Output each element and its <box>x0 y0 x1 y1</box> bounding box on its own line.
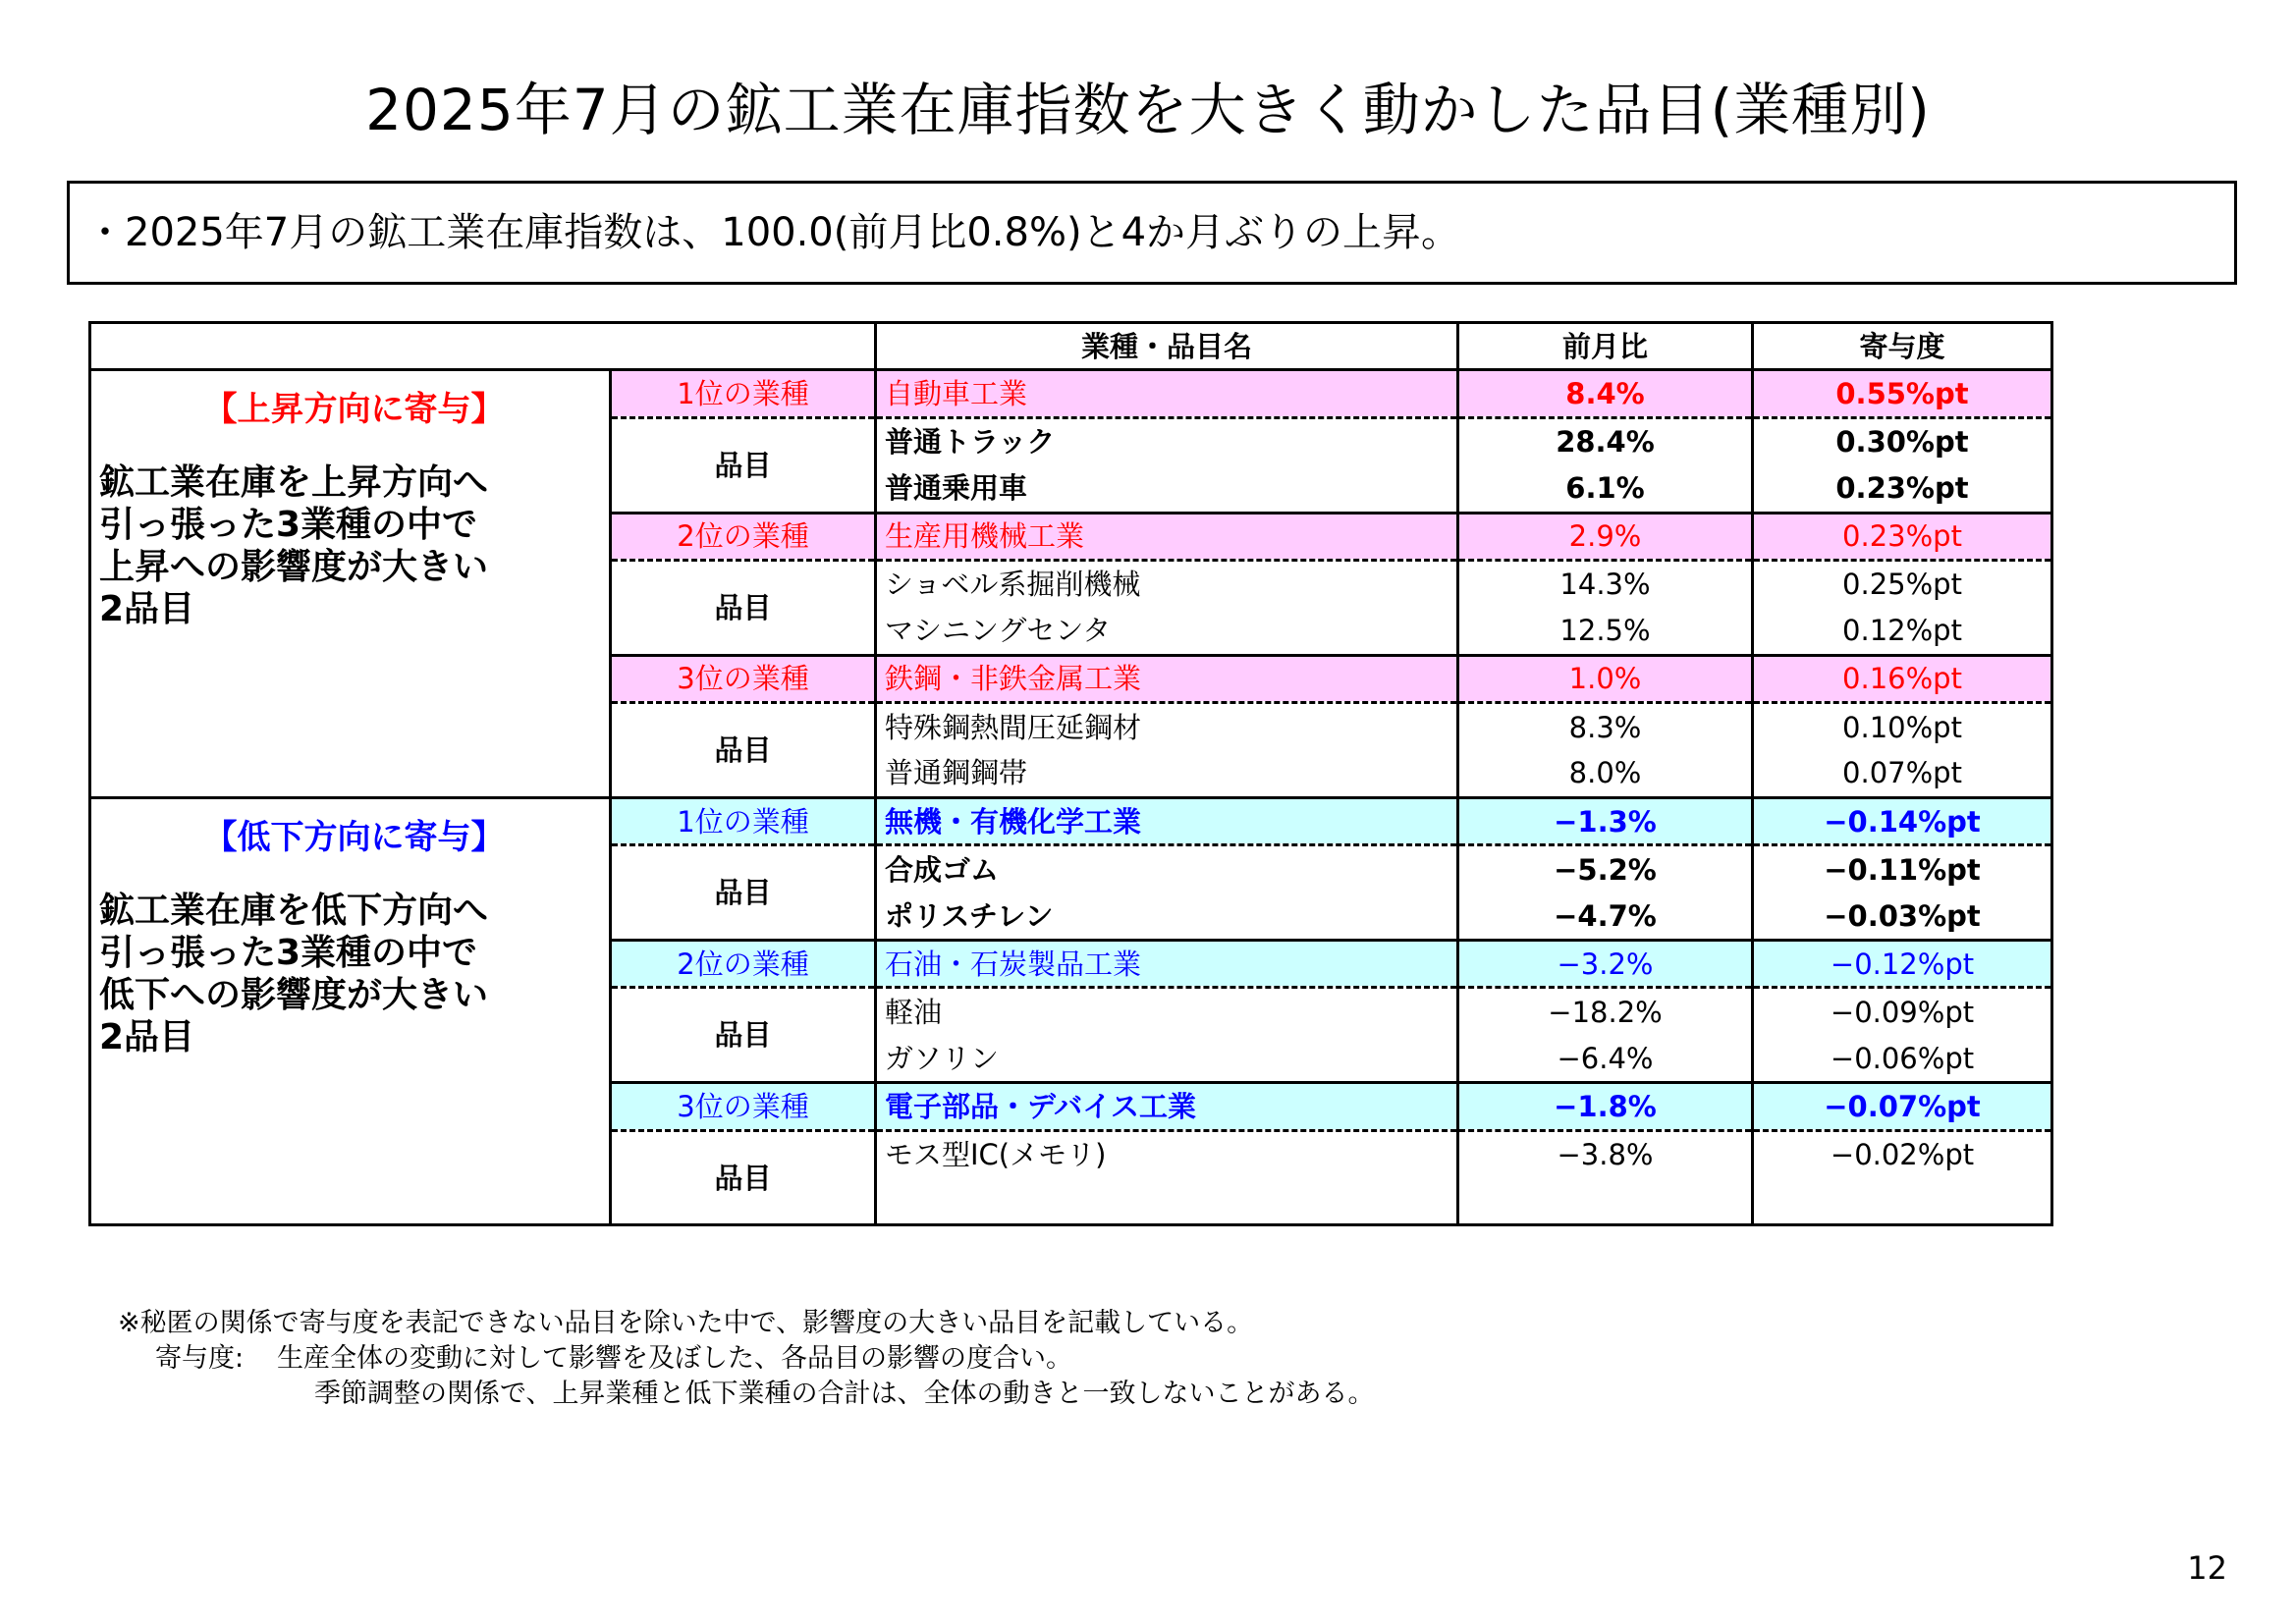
item-name: ショベル系掘削機械 <box>876 560 1458 607</box>
item-contrib: 0.12%pt <box>1753 608 2052 655</box>
rank-label: 2位の業種 <box>611 513 876 560</box>
item-label: 品目 <box>611 988 876 1083</box>
item-mom: 8.0% <box>1458 750 1753 797</box>
item-mom: −3.8% <box>1458 1130 1753 1177</box>
item-contrib: −0.03%pt <box>1753 893 2052 940</box>
note-line-1: ※秘匿の関係で寄与度を表記できない品目を除いた中で、影響度の大きい品目を記載している。 <box>118 1308 1254 1338</box>
industry-contrib: 0.23%pt <box>1753 513 2052 560</box>
contribution-table <box>88 321 2053 1226</box>
item-mom: 12.5% <box>1458 608 1753 655</box>
item-contrib: −0.06%pt <box>1753 1035 2052 1082</box>
header-blank <box>90 323 876 370</box>
item-name: 普通鋼鋼帯 <box>876 750 1458 797</box>
industry-name: 電子部品・デバイス工業 <box>876 1083 1458 1130</box>
table-row <box>90 370 2052 417</box>
down-heading: 【低下方向に寄与】 <box>203 817 505 857</box>
industry-contrib: 0.55%pt <box>1753 370 2052 417</box>
item-name: 普通乗用車 <box>876 465 1458 513</box>
note-line-2 <box>118 1341 1374 1377</box>
item-name: ポリスチレン <box>876 893 1458 940</box>
item-contrib: 0.30%pt <box>1753 417 2052 464</box>
up-group-label <box>90 370 611 798</box>
footnotes <box>118 1306 1374 1412</box>
down-description: 鉱工業在庫を低下方向へ 引っ張った3業種の中で 低下への影響度が大きい 2品目 <box>99 890 489 1057</box>
rank-label: 2位の業種 <box>611 941 876 988</box>
item-mom: −6.4% <box>1458 1035 1753 1082</box>
item-name-empty <box>876 1178 1458 1225</box>
table-header-row <box>90 323 2052 370</box>
item-label: 品目 <box>611 417 876 513</box>
rank-label: 3位の業種 <box>611 655 876 702</box>
rank-label: 3位の業種 <box>611 1083 876 1130</box>
industry-name: 無機・有機化学工業 <box>876 797 1458 844</box>
industry-name: 鉄鋼・非鉄金属工業 <box>876 655 1458 702</box>
summary-box: ・2025年7月の鉱工業在庫指数は、100.0(前月比0.8%)と4か月ぶりの上昇。 <box>67 181 2237 285</box>
item-label: 品目 <box>611 845 876 941</box>
note-definition: 生産全体の変動に対して影響を及ぼした、各品目の影響の度合い。 <box>277 1343 1072 1374</box>
down-group-label <box>90 797 611 1225</box>
item-mom: 14.3% <box>1458 560 1753 607</box>
industry-contrib: −0.14%pt <box>1753 797 2052 844</box>
table-row <box>90 797 2052 844</box>
industry-contrib: −0.07%pt <box>1753 1083 2052 1130</box>
up-description: 鉱工業在庫を上昇方向へ 引っ張った3業種の中で 上昇への影響度が大きい 2品目 <box>99 462 489 630</box>
industry-name: 生産用機械工業 <box>876 513 1458 560</box>
rank-label: 1位の業種 <box>611 797 876 844</box>
industry-mom: −1.3% <box>1458 797 1753 844</box>
item-contrib: 0.10%pt <box>1753 703 2052 750</box>
industry-mom: 2.9% <box>1458 513 1753 560</box>
page-title: 2025年7月の鉱工業在庫指数を大きく動かした品目(業種別) <box>365 77 1931 143</box>
item-name: マシニングセンタ <box>876 608 1458 655</box>
industry-name: 石油・石炭製品工業 <box>876 941 1458 988</box>
item-label: 品目 <box>611 1130 876 1225</box>
page-number: 12 <box>2187 1549 2227 1587</box>
item-mom: 28.4% <box>1458 417 1753 464</box>
item-name: ガソリン <box>876 1035 1458 1082</box>
item-label: 品目 <box>611 703 876 798</box>
up-heading: 【上昇方向に寄与】 <box>203 390 505 430</box>
item-name: 合成ゴム <box>876 845 1458 893</box>
industry-contrib: −0.12%pt <box>1753 941 2052 988</box>
item-mom: 8.3% <box>1458 703 1753 750</box>
industry-mom: 8.4% <box>1458 370 1753 417</box>
item-contrib: −0.09%pt <box>1753 988 2052 1035</box>
item-mom: −5.2% <box>1458 845 1753 893</box>
item-name: 普通トラック <box>876 417 1458 464</box>
industry-name: 自動車工業 <box>876 370 1458 417</box>
header-name: 業種・品目名 <box>876 323 1458 370</box>
item-mom: −18.2% <box>1458 988 1753 1035</box>
industry-mom: −3.2% <box>1458 941 1753 988</box>
rank-label: 1位の業種 <box>611 370 876 417</box>
item-contrib: 0.23%pt <box>1753 465 2052 513</box>
item-label: 品目 <box>611 560 876 655</box>
item-contrib: −0.11%pt <box>1753 845 2052 893</box>
item-mom: 6.1% <box>1458 465 1753 513</box>
industry-mom: −1.8% <box>1458 1083 1753 1130</box>
item-contrib: 0.07%pt <box>1753 750 2052 797</box>
item-mom: −4.7% <box>1458 893 1753 940</box>
item-name: モス型IC(メモリ) <box>876 1130 1458 1177</box>
item-contrib-empty <box>1753 1178 2052 1225</box>
item-contrib: 0.25%pt <box>1753 560 2052 607</box>
item-name: 特殊鋼熱間圧延鋼材 <box>876 703 1458 750</box>
industry-mom: 1.0% <box>1458 655 1753 702</box>
item-name: 軽油 <box>876 988 1458 1035</box>
industry-contrib: 0.16%pt <box>1753 655 2052 702</box>
item-mom-empty <box>1458 1178 1753 1225</box>
note-line-3: 季節調整の関係で、上昇業種と低下業種の合計は、全体の動きと一致しないことがある。 <box>314 1379 1375 1409</box>
header-contrib: 寄与度 <box>1753 323 2052 370</box>
item-contrib: −0.02%pt <box>1753 1130 2052 1177</box>
note-label: 寄与度: <box>155 1343 245 1374</box>
header-mom: 前月比 <box>1458 323 1753 370</box>
